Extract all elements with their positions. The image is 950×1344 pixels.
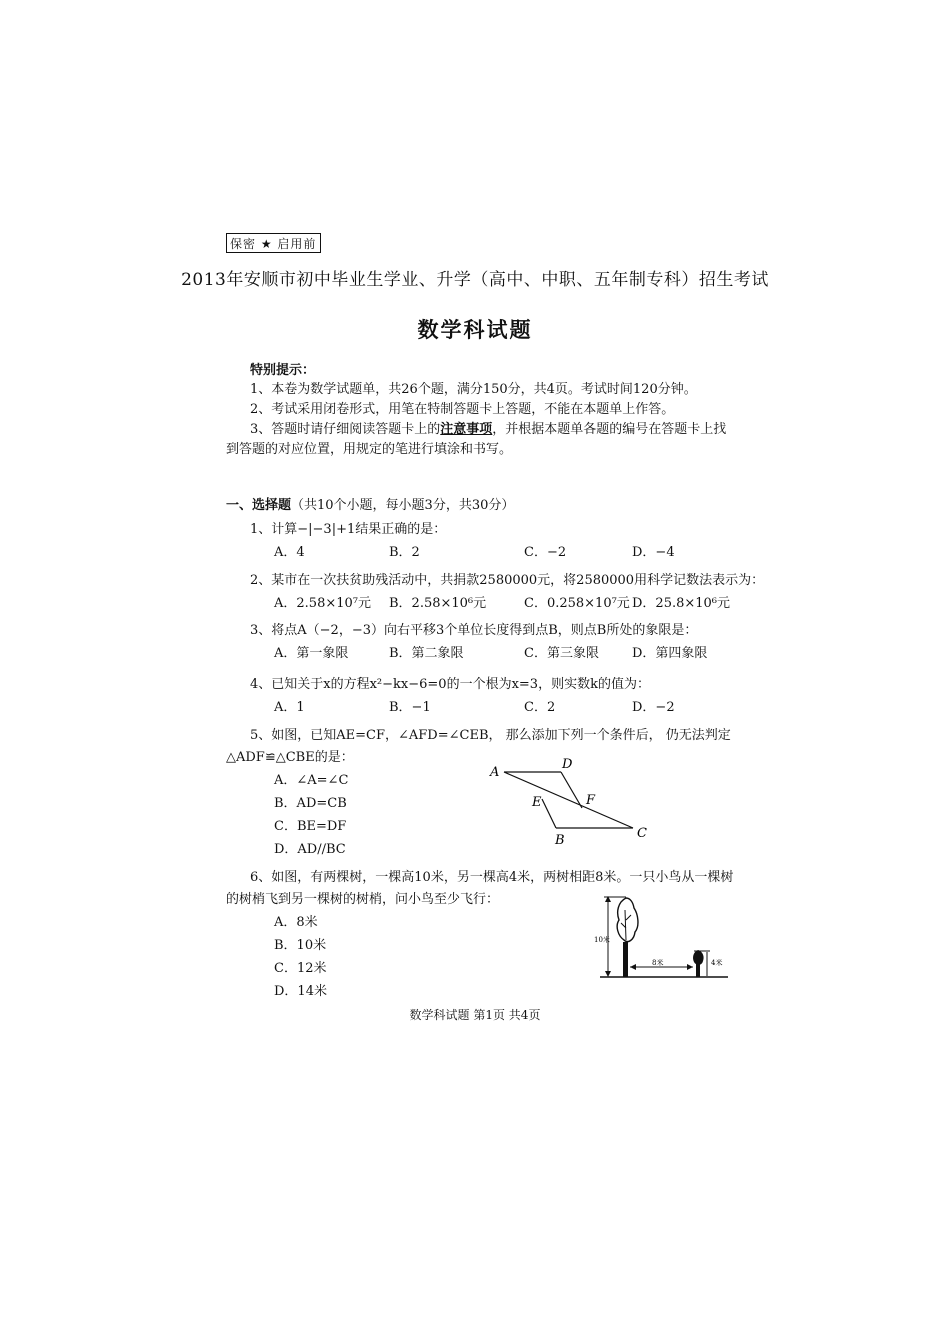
question-1-option-b: B．2 [389,545,420,560]
figure-label-b: B [555,833,565,848]
question-5-figure [480,752,660,852]
confidential-label: 保密 ★ 启用前 [226,233,321,253]
question-5-stem: 5、如图，已知AE=CF，∠AFD=∠CEB， 那么添加下列一个条件后， 仍无法判定 [250,728,731,743]
question-6-option-c: C．12米 [274,961,327,976]
question-4-option-a: A．1 [274,700,305,715]
notice-item-3-key: 注意事项 [440,422,493,437]
question-2-option-c: C．0.258×10⁷元 [524,596,630,611]
question-3-option-b: B．第二象限 [389,646,464,661]
question-6-option-b: B．10米 [274,938,327,953]
short-tree-height-label: 4米 [711,959,723,967]
question-2-option-b: B．2.58×10⁶元 [389,596,487,611]
question-4-stem: 4、已知关于x的方程x²−kx−6=0的一个根为x=3，则实数k的值为： [250,677,650,692]
paper-title: 数学科试题 [417,318,533,342]
question-3-stem: 3、将点A（−2，−3）向右平移3个单位长度得到点B，则点B所处的象限是： [250,623,698,638]
question-1-option-c: C．−2 [524,545,567,560]
figure-label-e: E [532,795,542,810]
question-1-option-a: A．4 [274,545,305,560]
question-3-option-c: C．第三象限 [524,646,599,661]
question-4-option-d: D．−2 [632,700,675,715]
notice-item-3-part-b: ，并根据本题单各题的编号在答题卡上找 [492,422,727,437]
question-4-option-b: B．−1 [389,700,431,715]
question-3-option-d: D．第四象限 [632,646,708,661]
question-2-option-d: D．25.8×10⁶元 [632,596,731,611]
notice-item-2: 2、考试采用闭卷形式，用笔在特制答题卡上答题，不能在本题单上作答。 [250,402,675,417]
question-5-option-b: B．AD=CB [274,796,347,811]
exam-title: 2013年安顺市初中毕业生学业、升学（高中、中职、五年制专科）招生考试 [181,270,769,290]
question-3-option-a: A．第一象限 [274,646,349,661]
figure-label-a: A [490,765,500,780]
question-2-option-a: A．2.58×10⁷元 [274,596,371,611]
notice-item-3-continued: 到答题的对应位置，用规定的笔进行填涂和书写。 [226,442,513,457]
question-6-option-d: D．14米 [274,984,327,999]
tall-tree-height-label: 10米 [594,936,610,944]
question-6-figure [590,890,735,985]
notice-item-3 [250,418,726,437]
small-tree-icon [693,950,704,977]
figure-label-d: D [562,757,573,772]
question-5-option-a: A．∠A=∠C [274,773,349,788]
question-4-option-c: C．2 [524,700,556,715]
question-5-option-d: D．AD//BC [274,842,346,857]
tree-distance-label: 8米 [652,959,664,967]
section-heading-note: （共10个小题，每小题3分，共30分） [291,498,515,513]
question-6-stem-continued: 的树梢飞到另一棵树的树梢，问小鸟至少飞行： [226,892,500,907]
notice-item-1: 1、本卷为数学试题单，共26个题，满分150分，共4页。考试时间120分钟。 [250,382,697,397]
question-5-option-c: C．BE=DF [274,819,347,834]
section-heading-label: 一、选择题 [226,498,292,513]
question-1-stem: 1、计算−|−3|+1结果正确的是： [250,522,447,537]
question-1-option-d: D．−4 [632,545,675,560]
notice-heading: 特别提示： [250,363,316,378]
question-5-stem-continued: △ADF≌△CBE的是： [226,750,354,765]
figure-label-f: F [586,793,596,808]
figure-label-c: C [637,826,647,841]
question-6-stem: 6、如图，有两棵树，一棵高10米，另一棵高4米，两树相距8米。一只小鸟从一棵树 [250,870,734,885]
notice-item-3-part-a: 3、答题时请仔细阅读答题卡上的 [250,422,441,437]
question-2-stem: 2、某市在一次扶贫助残活动中，共捐款2580000元，将2580000用科学记数法表示为： [250,573,765,588]
page-footer: 数学科试题 第1页 共4页 [409,1008,541,1022]
question-6-option-a: A．8米 [274,915,318,930]
section-heading [226,494,514,513]
